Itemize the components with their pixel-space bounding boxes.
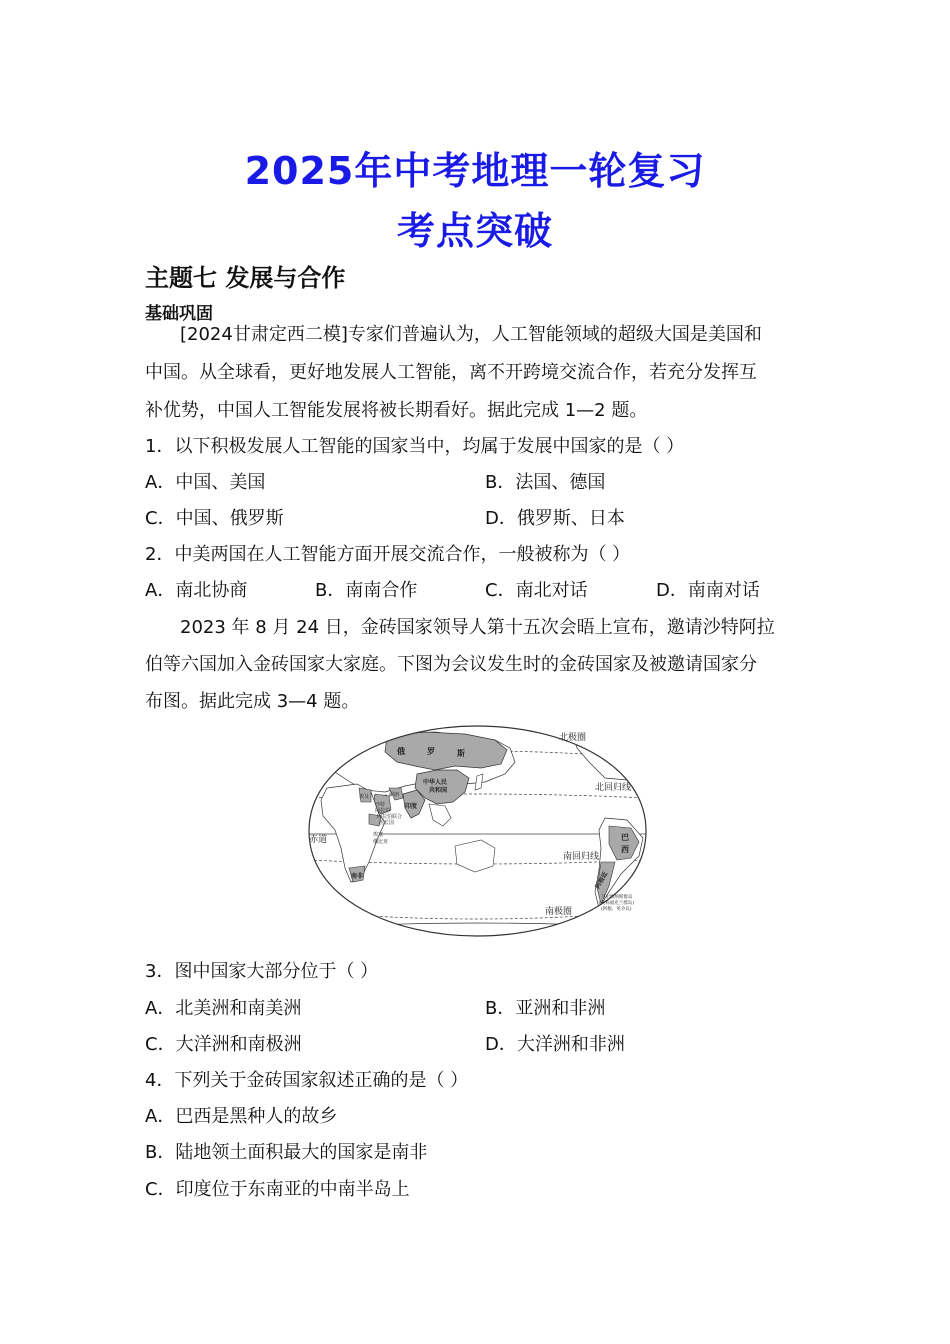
- q1-option-c[interactable]: C．中国、俄罗斯: [145, 508, 284, 529]
- q4-option-b[interactable]: B．陆地领土面积最大的国家是南非: [145, 1142, 428, 1163]
- q3-option-d[interactable]: D．大洋洲和非洲: [485, 1034, 625, 1055]
- map-label-tropic-cancer: 北回归线: [595, 783, 632, 793]
- map-label-russia-2: 罗: [427, 746, 435, 756]
- map-label-uae-2: 酋长国: [379, 820, 395, 826]
- q3-option-b[interactable]: B．亚洲和非洲: [485, 998, 606, 1019]
- map-label-equator: 赤道: [309, 835, 328, 845]
- map-label-falklands-3: (阿根、英争议): [601, 907, 632, 912]
- map-label-antarctic-circle: 南极圈: [545, 907, 573, 917]
- map-label-china-1: 中华人民: [423, 779, 448, 786]
- document-subtitle: 考点突破: [396, 209, 553, 253]
- map-label-russia-1: 俄: [397, 746, 405, 756]
- q2-stem: 2．中美两国在人工智能方面开展交流合作，一般被称为（ ）: [145, 544, 631, 565]
- map-label-iran: 伊朗: [389, 792, 400, 798]
- map-label-russia-3: 斯: [457, 748, 465, 758]
- q4-option-a[interactable]: A．巴西是黑种人的故乡: [145, 1106, 338, 1127]
- map-label-tropic-capricorn: 南回归线: [563, 852, 600, 862]
- q2-option-d[interactable]: D．南南对话: [656, 580, 760, 601]
- section-heading: 基础巩固: [145, 304, 213, 324]
- map-label-brazil-2: 西: [621, 844, 629, 854]
- topic-heading: 主题七 发展与合作: [145, 264, 346, 292]
- map-label-china-2: 共和国: [429, 787, 448, 794]
- map-label-south-africa: 南非: [351, 873, 364, 880]
- passage2-line2: 伯等六国加入金砖国家大家庭。下图为会议发生时的金砖国家及被邀请国家分: [145, 654, 757, 675]
- q3-option-c[interactable]: C．大洋洲和南极洲: [145, 1034, 302, 1055]
- q2-option-a[interactable]: A．南北协商: [145, 580, 248, 601]
- document-title: 2025年中考地理一轮复习: [244, 149, 706, 193]
- q2-option-c[interactable]: C．南北对话: [485, 580, 588, 601]
- map-label-arctic-circle: 北极圈: [559, 733, 587, 743]
- map-label-uae-1: 阿拉伯联合: [377, 814, 403, 820]
- passage1-line2: 中国。从全球看，更好地发展人工智能，离不开跨境交流合作，若充分发挥互: [145, 362, 757, 383]
- passage2-line1: 2023 年 8 月 24 日，金砖国家领导人第十五次会晤上宣布，邀请沙特阿拉: [180, 617, 775, 638]
- q3-option-a[interactable]: A．北美洲和南美洲: [145, 998, 302, 1019]
- q1-stem: 1．以下积极发展人工智能的国家当中，均属于发展中国家的是（ ）: [145, 436, 685, 457]
- q4-option-c[interactable]: C．印度位于东南亚的中南半岛上: [145, 1179, 410, 1200]
- map-label-brazil-1: 巴: [621, 832, 629, 842]
- map-label-saudi-2: 阿拉伯: [375, 808, 391, 814]
- map-label-ethiopia-2: 俄比亚: [373, 839, 389, 845]
- q3-stem: 3．图中国家大部分位于（ ）: [145, 961, 379, 982]
- q1-option-a[interactable]: A．中国、美国: [145, 472, 266, 493]
- map-label-argentina: 阿根廷: [594, 870, 610, 890]
- map-label-falklands-1: 马尔维纳斯群岛: [601, 895, 633, 900]
- q2-option-b[interactable]: B．南南合作: [315, 580, 418, 601]
- passage1-line3: 补优势，中国人工智能发展将被长期看好。据此完成 1—2 题。: [145, 400, 648, 421]
- map-label-falklands-2: (英称福克兰群岛): [599, 901, 635, 906]
- brics-map: [305, 722, 650, 940]
- map-label-india: 印度: [405, 803, 418, 810]
- passage2-line3: 布图。据此完成 3—4 题。: [145, 691, 360, 712]
- passage1-line1: [2024甘肃定西二模]专家们普遍认为，人工智能领域的超级大国是美国和: [180, 324, 762, 345]
- map-label-saudi-1: 沙特: [375, 802, 386, 808]
- q1-option-b[interactable]: B．法国、德国: [485, 472, 606, 493]
- map-label-ethiopia-1: 埃塞: [373, 832, 384, 838]
- map-label-egypt: 埃及: [359, 794, 370, 800]
- antarctica-shape: [305, 923, 650, 940]
- q1-option-d[interactable]: D．俄罗斯、日本: [485, 508, 625, 529]
- q4-stem: 4．下列关于金砖国家叙述正确的是（ ）: [145, 1070, 469, 1091]
